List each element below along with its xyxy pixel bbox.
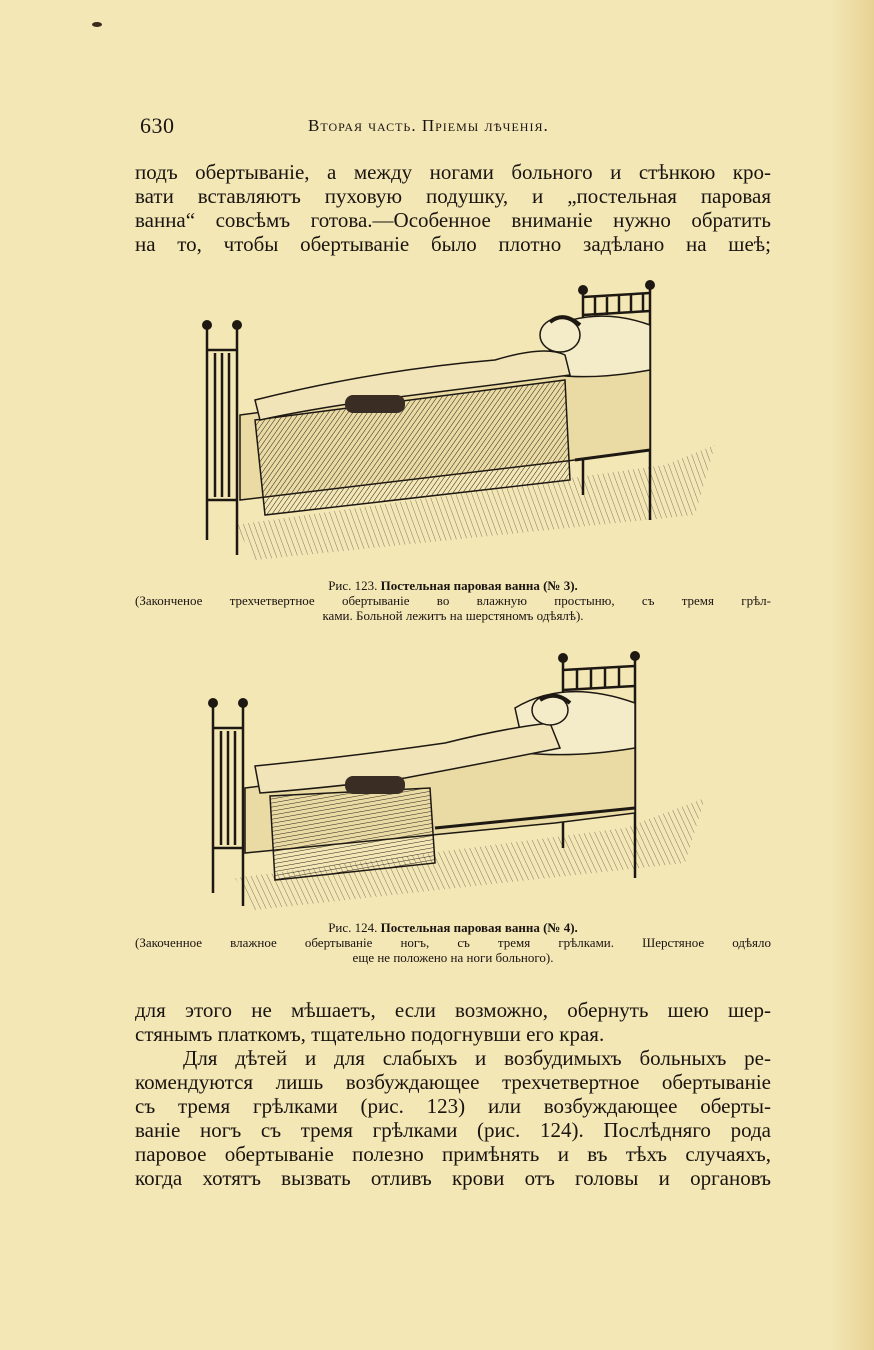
- text-line: когда хотятъ вызвать отливъ крови отъ головы и органовъ: [135, 1166, 771, 1190]
- caption-title-line: [135, 578, 771, 593]
- caption-line: ками. Больной лежитъ на шерстяномъ одѣялѣ).: [322, 608, 584, 623]
- page-number: 630: [140, 113, 175, 138]
- text-line: ваніе ногъ съ тремя грѣлками (рис. 124). Послѣдняго рода: [135, 1118, 771, 1142]
- text-line: вати вставляютъ пуховую подушку, и „постельная паровая: [135, 184, 771, 208]
- caption-prefix: Рис. 124.: [328, 920, 378, 935]
- caption-title: Постельная паровая ванна (№ 3).: [380, 578, 578, 593]
- caption-title: Постельная паровая ванна (№ 4).: [380, 920, 578, 935]
- text-line: паровое обертываніе полезно примѣнять и въ тѣхъ случаяхъ,: [135, 1142, 771, 1166]
- bed-illustration-legs: [205, 648, 710, 913]
- caption-prefix: Рис. 123.: [328, 578, 378, 593]
- text-line: Для дѣтей и для слабыхъ и возбудимыхъ больныхъ ре-: [183, 1046, 771, 1070]
- text-line: комендуются лишь возбуждающее трехчетвертное обертываніе: [135, 1070, 771, 1094]
- text-line: стянымъ платкомъ, тщательно подогнувши его края.: [135, 1022, 605, 1046]
- figure-124-caption: [135, 920, 771, 965]
- figure-123-illustration: [195, 275, 720, 565]
- text-line: подъ обертываніе, а между ногами больного и стѣнкою кро-: [135, 160, 771, 184]
- text-line: ванна“ совсѣмъ готова.—Особенное вниманіе нужно обратить: [135, 208, 771, 232]
- caption-line: еще не положено на ноги больного).: [352, 950, 554, 965]
- text-line: съ тремя грѣлками (рис. 123) или возбуждающее оберты-: [135, 1094, 771, 1118]
- caption-line: (Закоченное влажное обертываніе ногъ, съ тремя грѣлками. Шерстяное одѣяло: [135, 935, 771, 950]
- ink-spot: [92, 22, 102, 27]
- running-head: Вторая часть. Пріемы лѣченія.: [308, 116, 549, 135]
- text-line: для этого не мѣшаетъ, если возможно, обернуть шею шер-: [135, 998, 771, 1022]
- text-line: на то, чтобы обертываніе было плотно задѣлано на шеѣ;: [135, 232, 771, 256]
- paragraph-top: [135, 160, 771, 256]
- caption-line: (Законченое трехчетвертное обертываніе во влажную простыню, съ тремя грѣл-: [135, 593, 771, 608]
- page-header: [140, 113, 770, 141]
- figure-123-caption: [135, 578, 771, 623]
- paragraph-bottom: [135, 1046, 771, 1190]
- bed-illustration-wrapped: [195, 275, 720, 565]
- figure-124-illustration: [205, 648, 710, 913]
- caption-title-line: [135, 920, 771, 935]
- paragraph-continuation: [135, 998, 771, 1046]
